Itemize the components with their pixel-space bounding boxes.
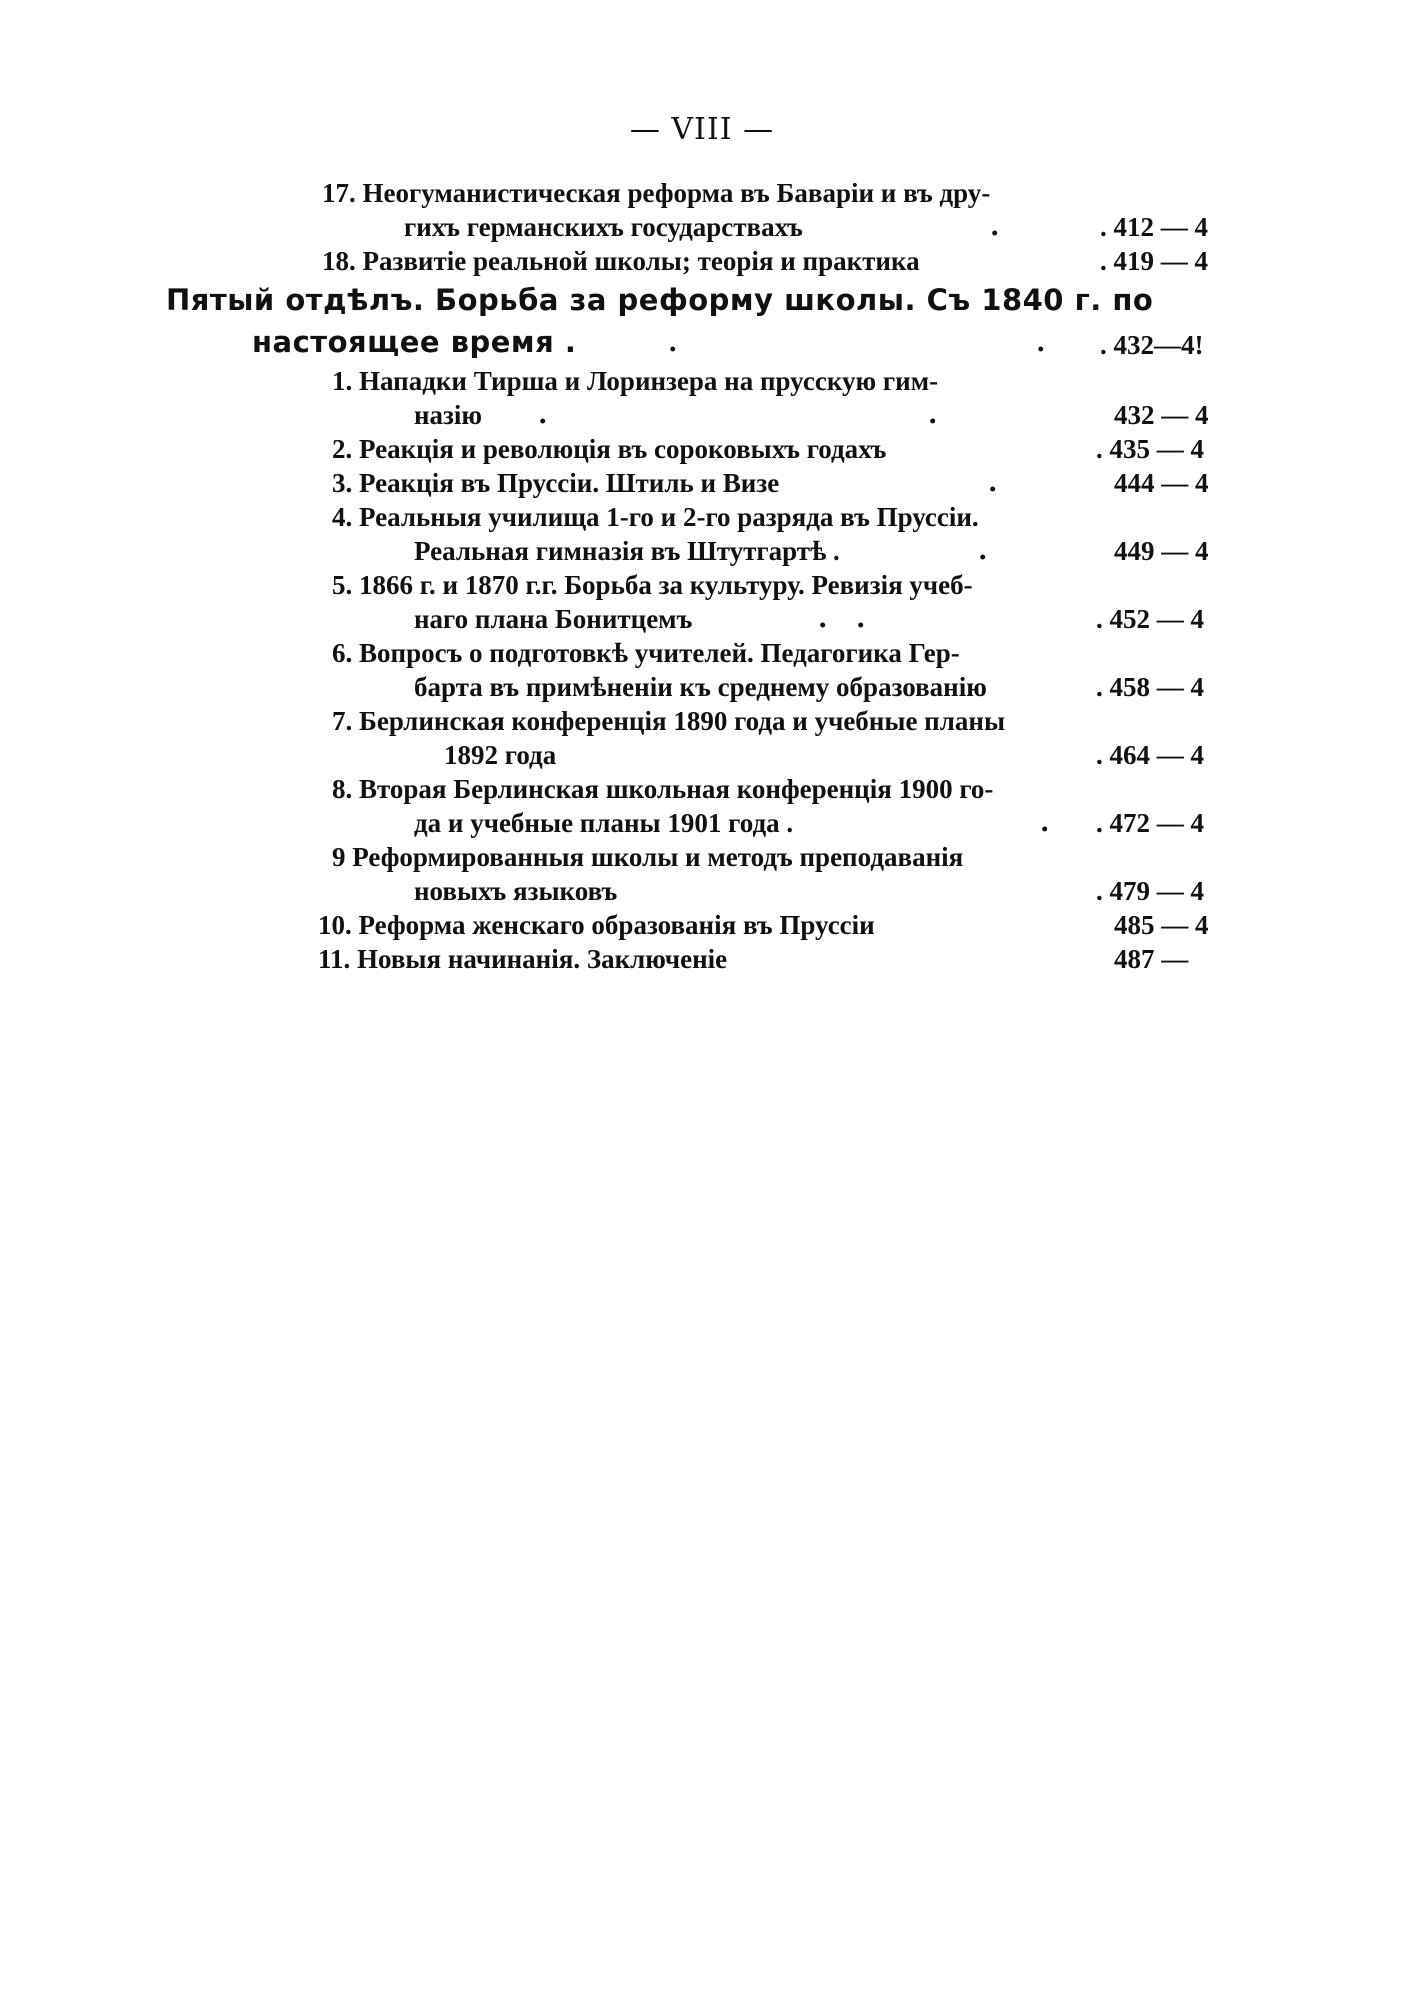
- entry-title-continued: гихъ германскихъ государствахъ: [404, 212, 803, 242]
- toc-item-6-line2: [414, 670, 987, 704]
- toc-item-10-line1: [318, 908, 875, 942]
- entry-title-continued: новыхъ языковъ: [414, 876, 618, 906]
- leader-dot: .: [988, 467, 998, 498]
- toc-item-1-line1: [332, 364, 938, 398]
- leader-dot: .: [818, 603, 828, 634]
- leader-dot: .: [538, 399, 548, 430]
- entry-number: 5.: [332, 570, 353, 600]
- section-heading-line1: Пятый отдѣлъ. Борьба за реформу школы. Съ 1840 г. по: [166, 283, 1154, 317]
- entry-title: Реформированныя школы и методъ преподаванія: [352, 842, 964, 872]
- leader-dot: .: [990, 211, 1000, 242]
- toc-item-1-line2: [414, 398, 482, 432]
- entry-number: 1.: [332, 366, 353, 396]
- section-pages: . 432—4!: [1100, 330, 1204, 360]
- entry-title: Новыя начинанія. Заключеніе: [357, 944, 728, 974]
- toc-entry-18-pages: . 419 — 4: [1100, 246, 1208, 276]
- toc-item-11-line1: [318, 942, 727, 976]
- entry-title-continued: да и учебные планы 1901 года .: [414, 808, 794, 838]
- entry-title-continued: 1892 года: [444, 740, 557, 770]
- leader-dot: .: [856, 603, 866, 634]
- toc-item-2-line1: [332, 432, 886, 466]
- entry-title: Реальныя училища 1-го и 2-го разряда въ Пруссіи.: [359, 502, 979, 532]
- toc-item-5-pages: . 452 — 4: [1096, 604, 1204, 634]
- toc-item-8-line2: [414, 806, 793, 840]
- toc-entry-17-line1: [322, 176, 990, 210]
- toc-item-10-pages: 485 — 4: [1114, 910, 1209, 940]
- leader-dot: .: [1036, 327, 1046, 358]
- page-number-header: — VIII —: [629, 112, 775, 147]
- entry-title: Реакція и революція въ сороковыхъ годахъ: [359, 434, 887, 464]
- toc-entry-18-line1: [322, 244, 920, 278]
- toc-entry-17-pages: . 412 — 4: [1100, 212, 1208, 242]
- toc-item-9-line1: [332, 840, 963, 874]
- toc-item-5-line1: [332, 568, 973, 602]
- entry-title: Неогуманистическая реформа въ Баваріи и въ дру-: [362, 178, 991, 208]
- toc-item-8-line1: [332, 772, 993, 806]
- leader-dot: .: [978, 535, 988, 566]
- toc-item-3-pages: 444 — 4: [1114, 468, 1209, 498]
- entry-title: 1866 г. и 1870 г.г. Борьба за культуру. Ревизія учеб-: [359, 570, 973, 600]
- toc-item-7-pages: . 464 — 4: [1096, 740, 1204, 770]
- entry-title: Реформа женскаго образованія въ Пруссіи: [358, 910, 875, 940]
- toc-item-8-pages: . 472 — 4: [1096, 808, 1204, 838]
- entry-title: Берлинская конференція 1890 года и учебные планы: [359, 706, 1006, 736]
- entry-title: Нападки Тирша и Лоринзера на прусскую гим-: [359, 366, 939, 396]
- entry-number: 4.: [332, 502, 353, 532]
- entry-number: 10.: [318, 910, 352, 940]
- section-heading-line2: настоящее время .: [252, 325, 577, 359]
- entry-number: 9: [332, 842, 346, 872]
- entry-number: 7.: [332, 706, 353, 736]
- toc-item-4-line1: [332, 500, 979, 534]
- toc-item-6-line1: [332, 636, 960, 670]
- toc-item-11-pages: 487 —: [1114, 944, 1189, 974]
- leader-dot: .: [928, 399, 938, 430]
- toc-item-3-line1: [332, 466, 779, 500]
- toc-item-4-pages: 449 — 4: [1114, 536, 1209, 566]
- toc-item-7-line2: [444, 738, 556, 772]
- entry-title-continued: назію: [414, 400, 483, 430]
- entry-title-continued: барта въ примѣненіи къ среднему образованію: [414, 672, 987, 702]
- toc-item-5-line2: [414, 602, 692, 636]
- entry-number: 2.: [332, 434, 353, 464]
- leader-dot: .: [1040, 807, 1050, 838]
- toc-item-9-pages: . 479 — 4: [1096, 876, 1204, 906]
- toc-item-6-pages: . 458 — 4: [1096, 672, 1204, 702]
- entry-number: 8.: [332, 774, 353, 804]
- toc-item-4-line2: [414, 534, 840, 568]
- entry-title: Реакція въ Пруссіи. Штиль и Визе: [359, 468, 780, 498]
- toc-item-9-line2: [414, 874, 617, 908]
- toc-item-1-pages: 432 — 4: [1114, 400, 1209, 430]
- toc-item-2-pages: . 435 — 4: [1096, 434, 1204, 464]
- entry-title-continued: наго плана Бонитцемъ: [414, 604, 693, 634]
- entry-title-continued: Реальная гимназія въ Штутгартѣ .: [414, 536, 840, 566]
- entry-number: 11.: [318, 944, 351, 974]
- entry-title: Развитіе реальной школы; теорія и практика: [362, 246, 920, 276]
- toc-entry-17-line2: [404, 210, 803, 244]
- leader-dot: .: [668, 327, 678, 358]
- entry-number: 18.: [322, 246, 356, 276]
- entry-number: 6.: [332, 638, 353, 668]
- entry-number: 17.: [322, 178, 356, 208]
- entry-title: Вопросъ о подготовкѣ учителей. Педагогика Гер-: [359, 638, 960, 668]
- toc-item-7-line1: [332, 704, 1005, 738]
- entry-title: Вторая Берлинская школьная конференція 1900 го-: [359, 774, 994, 804]
- entry-number: 3.: [332, 468, 353, 498]
